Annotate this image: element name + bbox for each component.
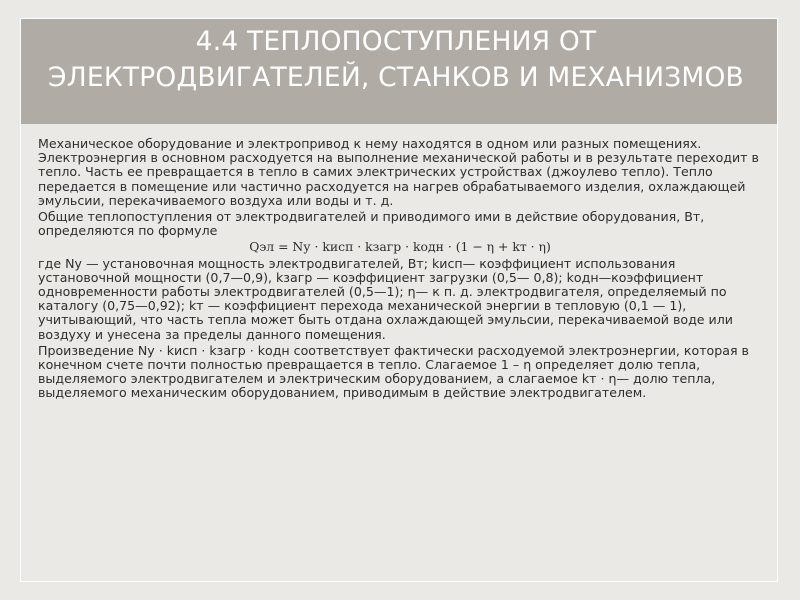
slide-title: 4.4 ТЕПЛОПОСТУПЛЕНИЯ ОТ ЭЛЕКТРОДВИГАТЕЛЕЙ, СТАНКОВ И МЕХАНИЗМОВ xyxy=(48,26,744,93)
paragraph-3: где Nу — установочная мощность электродвигателей, Вт; kисп— коэффициент использования установочной мощности (0,7—0,9), kзагр — коэффициент загрузки (0,5— 0,8); kодн—коэффициент одновременности работы электродвигателей (0,5—1); η— к п. д. электродвигателя, определяемый по каталогу (0,75—0,92); kт — коэффициент перехода механической энергии в тепловую (0,1 — 1), учитывающий, что часть тепла может быть отдана охлаждающей эмульсии, перекачиваемой воде или воздуху и унесена за пределы данного помещения. xyxy=(38,255,733,342)
slide-body xyxy=(38,137,762,403)
paragraph-1: Механическое оборудование и электропривод к нему находятся в одном или разных помещениях. Электроэнергия в основном расходуется на выполнение механической работы и в результате переходит в тепло. Часть ее превращается в тепло в самих электрических устройствах (джоулево тепло). Тепло передается в помещение или частично расходуется на нагрев обрабатываемого изделия, охлаждающей эмульсии, перекачиваемого воздуха или воды и т. д. xyxy=(38,136,759,208)
paragraph-4: Произведение Nу · kисп · kзагр · kодн соответствует фактически расходуемой электроэнергии, которая в конечном счете почти полностью превращается в тепло. Слагаемое 1 – η определяет долю тепла, выделяемого электродвигателем и электрическим оборудованием, а слагаемое kт · η— долю тепла, выделяемого механическим оборудованием, приводимым в действие электродвигателем. xyxy=(38,342,749,401)
paragraph-2: Общие теплопоступления от электродвигателей и приводимого ими в действие оборудования, Вт, определяются по формуле xyxy=(38,209,705,239)
formula: Qэл = Nу · kисп · kзагр · kодн · (1 − η + kт · η) xyxy=(249,239,551,255)
